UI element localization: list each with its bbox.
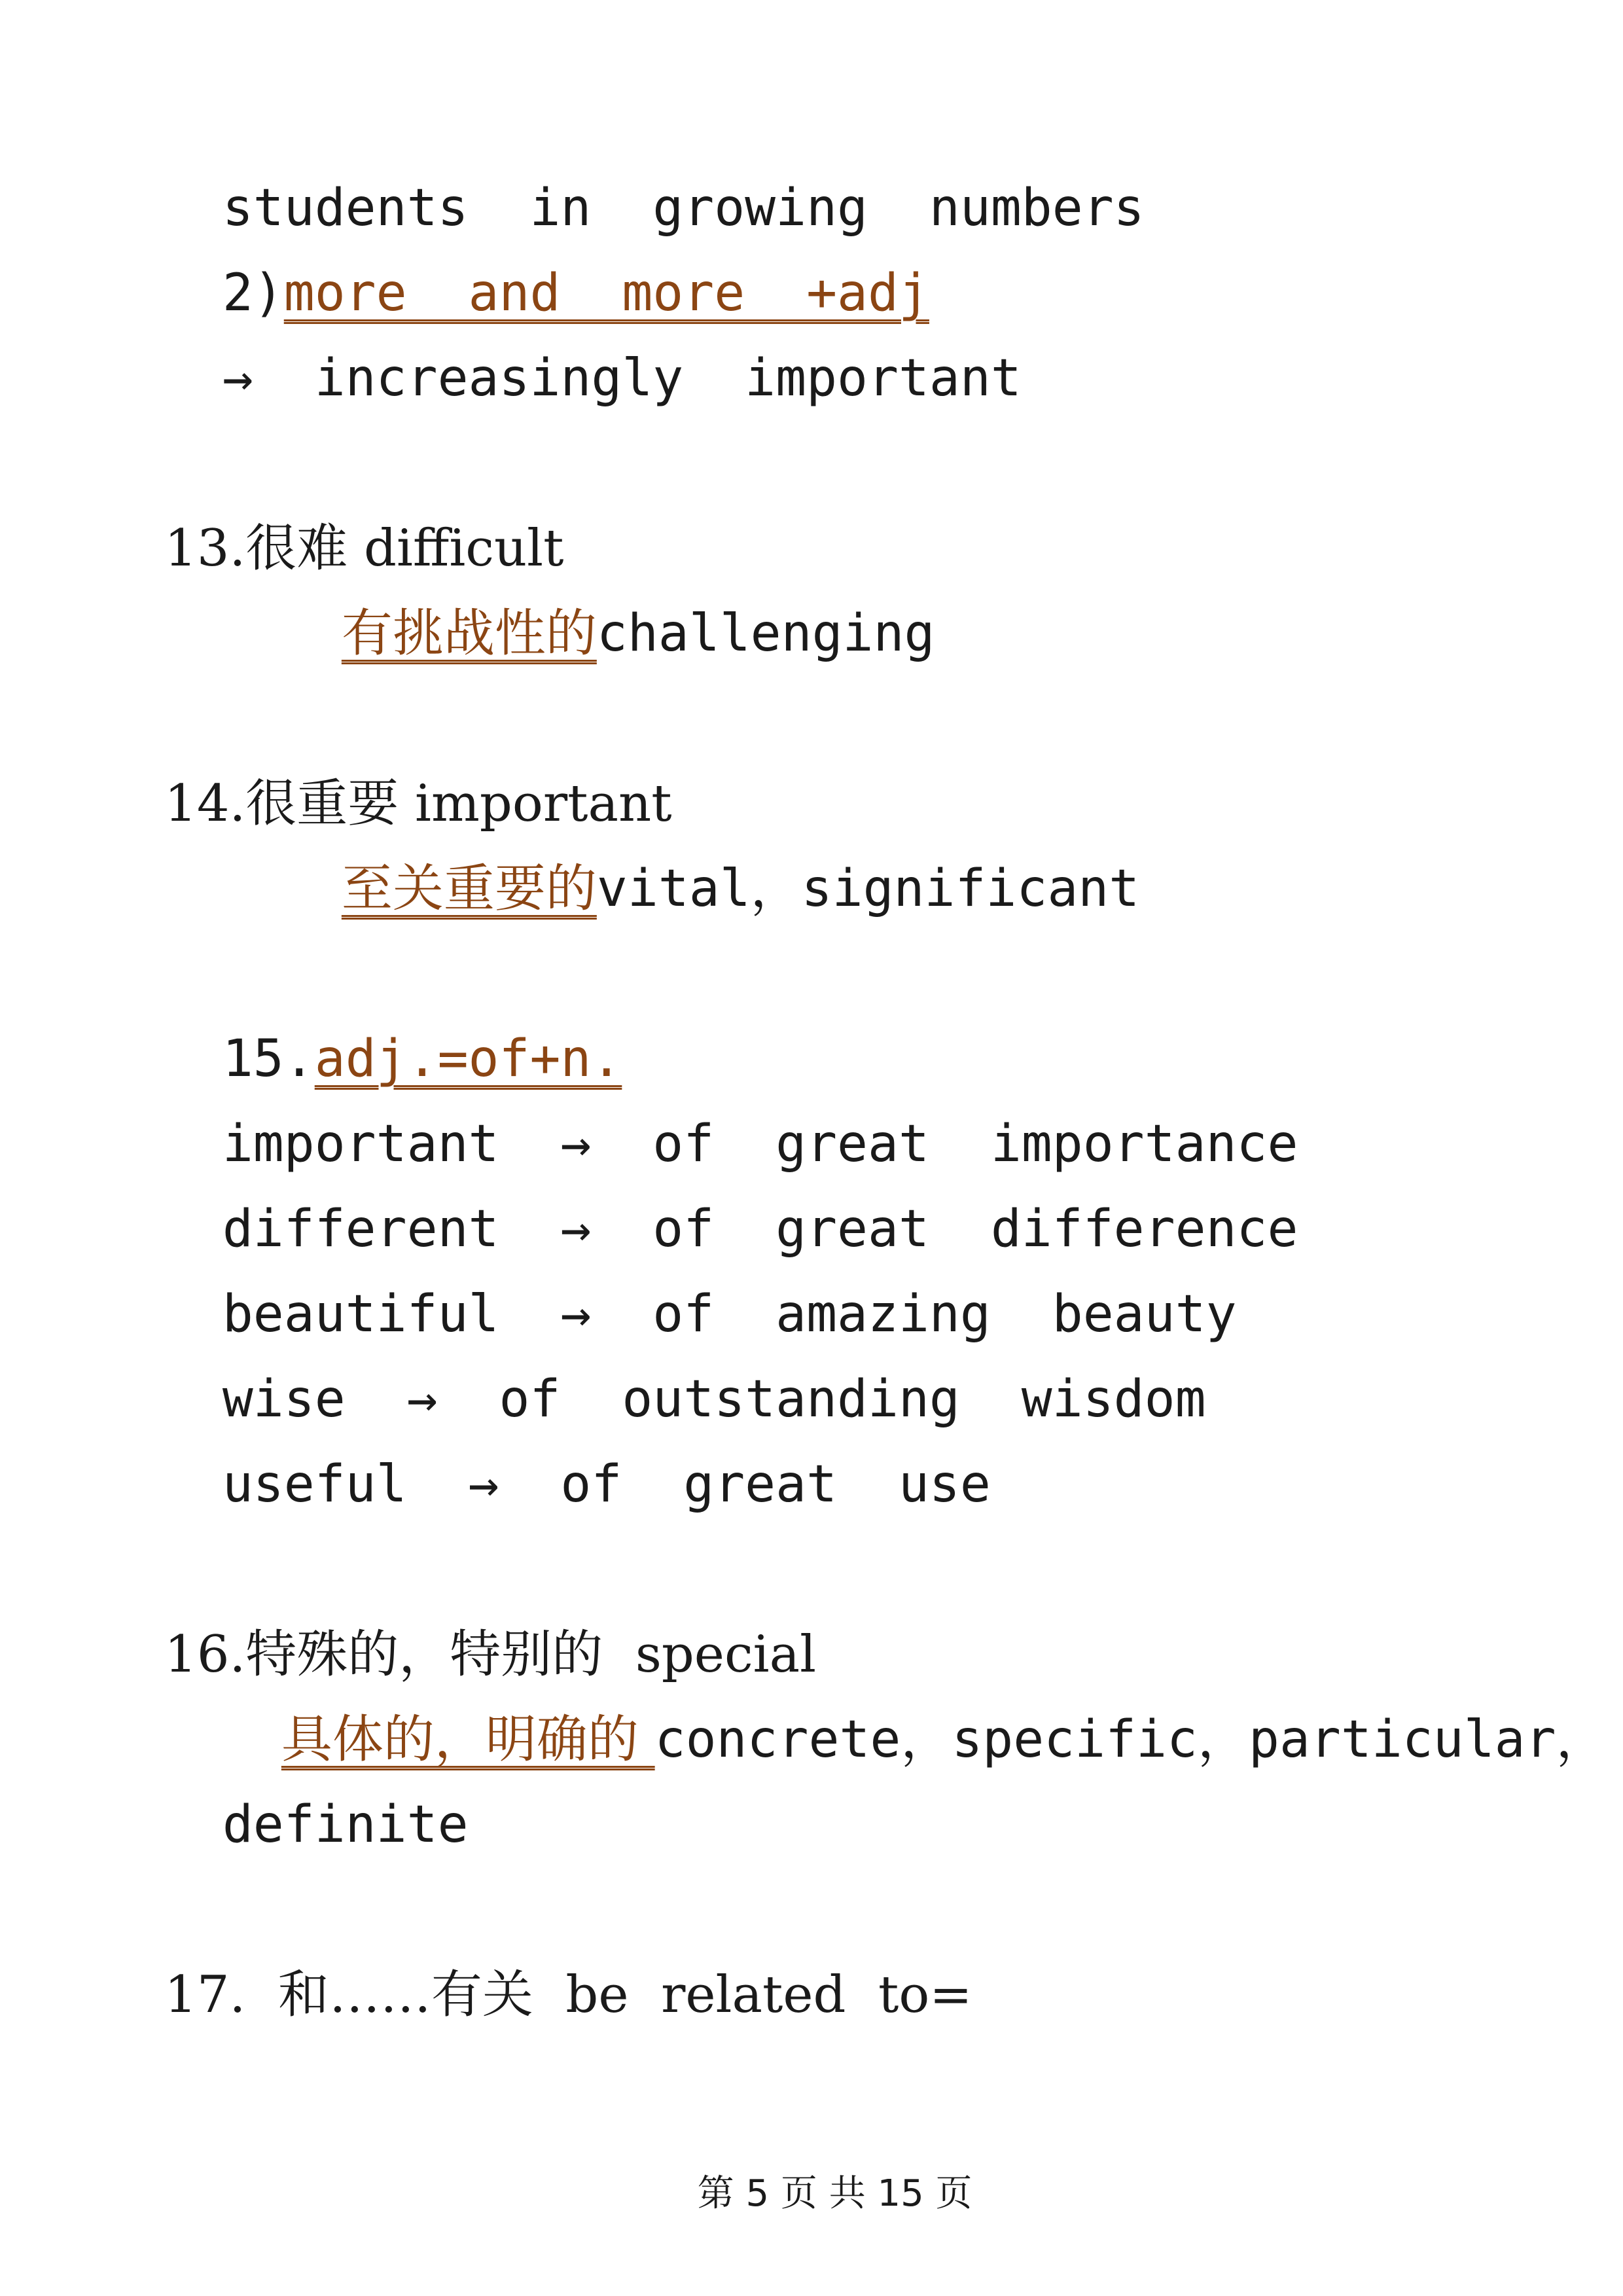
line-text: 14.很重要 important <box>164 774 672 833</box>
line-text: different → of great difference <box>222 1200 1298 1259</box>
highlighted-phrase: 至关重要的 <box>341 859 597 918</box>
item-17-heading <box>99 1897 972 2093</box>
line-text: vital，significant <box>596 859 1140 918</box>
line-text: 17. 和……有关 be related to= <box>164 1965 972 2024</box>
highlighted-phrase: more and more +adj <box>283 264 929 323</box>
line-text: important → of great importance <box>222 1115 1298 1174</box>
line-text: wise → of outstanding wisdom <box>222 1370 1206 1429</box>
item-14-synonym <box>219 791 1139 987</box>
line-text: beautiful → of amazing beauty <box>222 1285 1237 1344</box>
highlighted-phrase: 有挑战性的 <box>341 604 597 663</box>
line-text: 16.特殊的，特别的 special <box>164 1625 817 1684</box>
line-text: challenging <box>596 604 935 663</box>
line-text: students in growing numbers <box>222 179 1145 238</box>
line-text: → increasingly important <box>222 349 1022 408</box>
line-text: 13.很难 difficult <box>164 519 564 578</box>
highlighted-phrase: adj.=of+n. <box>314 1030 622 1088</box>
item-16-continuation <box>99 1727 469 1923</box>
page-number: 第 5 页 共 15 页 <box>697 2172 972 2215</box>
highlighted-phrase: 具体的，明确的 <box>281 1710 655 1769</box>
item-number: 15. <box>222 1030 315 1088</box>
line-text: useful → of great use <box>222 1455 991 1514</box>
line-text: concrete，specific，particular， <box>654 1710 1607 1769</box>
page-footer <box>0 2115 1623 2272</box>
line-text: definite <box>222 1795 469 1854</box>
item-13-synonym <box>219 535 935 732</box>
item-number: 2) <box>222 264 284 323</box>
example-useful <box>99 1386 991 1583</box>
text-line-increasingly <box>99 280 1022 476</box>
